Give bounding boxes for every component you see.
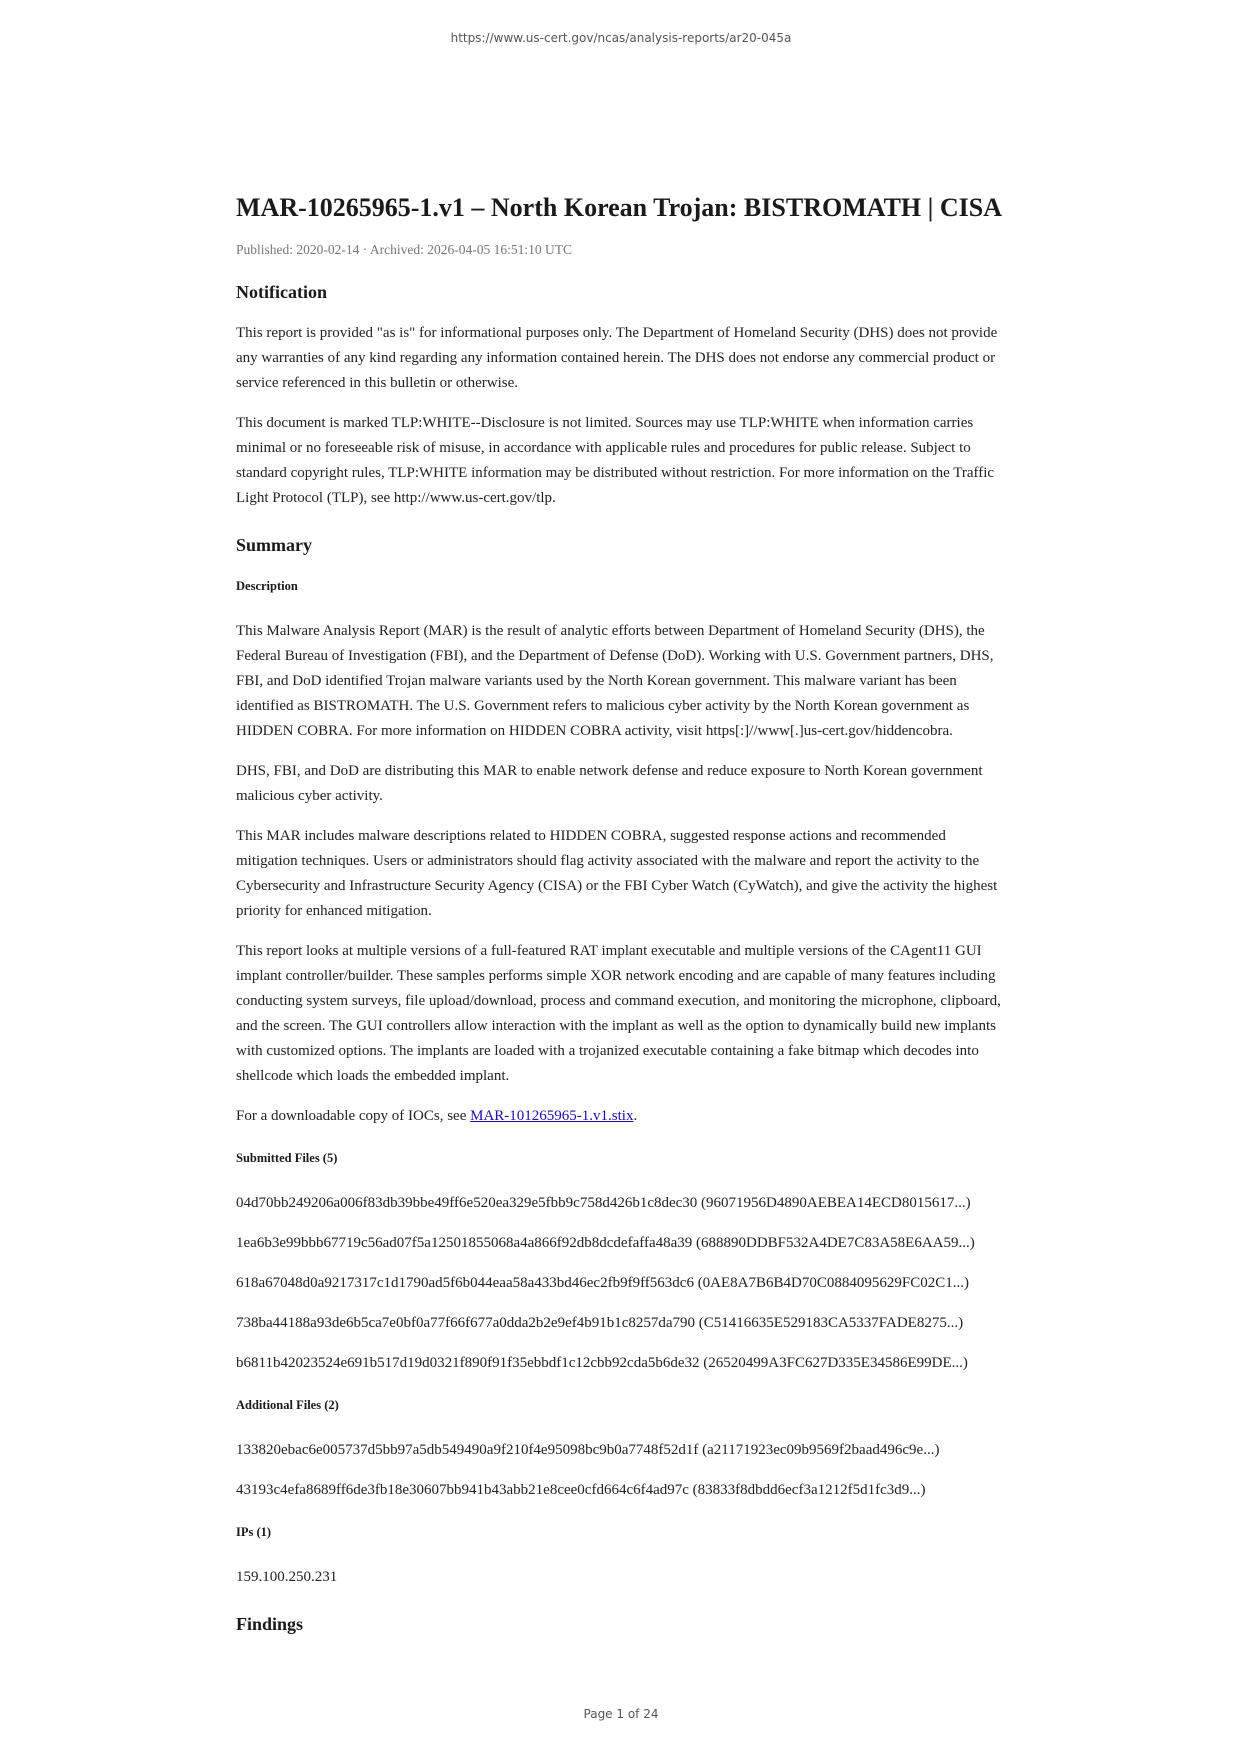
submitted-file-item: 738ba44188a93de6b5ca7e0bf0a77f66f677a0dda2b2e9ef4b91b1c8257da790 (C51416635E529183CA5337FADE8275...) [236,1315,964,1331]
page-title: MAR-10265965-1.v1 – North Korean Trojan: BISTROMATH | CISA [236,193,1002,222]
ioc-prefix: For a downloadable copy of IOCs, see [236,1108,471,1124]
submitted-file-item: 618a67048d0a9217317c1d1790ad5f6b044eaa58a433bd46ec2fb9f9ff563dc6 (0AE8A7B6B4D70C0884095629FC02C1...) [236,1275,969,1291]
notification-heading: Notification [236,282,327,302]
ioc-stix-link[interactable]: MAR-101265965-1.v1.stix [470,1108,634,1124]
submitted-file-item: 1ea6b3e99bbb67719c56ad07f5a12501855068a4a866f92db8dcdefaffa48a39 (688890DDBF532A4DE7C83A58E6AA59...) [236,1235,975,1251]
summary-paragraph: This Malware Analysis Report (MAR) is the result of analytic efforts between Department of Homeland Security (DHS), the Federal Bureau of Investigation (FBI), and the Department of Defense (DoD). Working with U.S. Government partners, DHS, FBI, and DoD identified Trojan malware variants used by the North Korean government. This malware variant has been identified as BISTROMATH. The U.S. Government refers to malicious cyber activity by the North Korean government as HIDDEN COBRA. For more information on HIDDEN COBRA activity, visit https[:]//www[.]us-cert.gov/hiddencobra. [236,623,994,739]
description-heading: Description [236,579,298,593]
summary-paragraph: DHS, FBI, and DoD are distributing this MAR to enable network defense and reduce exposure to North Korean government malicious cyber activity. [236,763,983,804]
notification-paragraph: This report is provided "as is" for informational purposes only. The Department of Homeland Security (DHS) does not provide any warranties of any kind regarding any information contained herein. The DHS does not endorse any commercial product or service referenced in this bulletin or otherwise. [236,325,998,391]
additional-file-item: 133820ebac6e005737d5bb97a5db549490a9f210f4e95098bc9b0a7748f52d1f (a21171923ec09b9569f2baad496c9e...) [236,1442,940,1458]
ips-heading: IPs (1) [236,1525,272,1539]
submitted-file-item: b6811b42023524e691b517d19d0321f890f91f35ebbdf1c12cbb92cda5b6de32 (26520499A3FC627D335E34586E99DE...) [236,1355,968,1371]
ioc-suffix: . [633,1108,638,1124]
submitted-file-item: 04d70bb249206a006f83db39bbe49ff6e520ea329e5fbb9c758d426b1c8dec30 (96071956D4890AEBEA14ECD8015617...) [236,1195,971,1211]
ip-item: 159.100.250.231 [236,1569,338,1585]
page-number: Page 1 of 24 [583,1707,659,1721]
ioc-paragraph [236,1104,1006,1129]
publish-meta: Published: 2020-02-14 · Archived: 2026-04-05 16:51:10 UTC [236,242,572,257]
additional-file-item: 43193c4efa8689ff6de3fb18e30607bb941b43abb21e8cee0cfd664c6f4ad97c (83833f8dbdd6ecf3a1212f5d1fc3d9...) [236,1482,926,1498]
summary-heading: Summary [236,535,312,555]
additional-files-heading: Additional Files (2) [236,1398,339,1412]
summary-paragraph: This report looks at multiple versions of a full-featured RAT implant executable and multiple versions of the CAgent11 GUI implant controller/builder. These samples performs simple XOR network encoding and are capable of many features including conducting system surveys, file upload/download, process and command execution, and monitoring the microphone, clipboard, and the screen. The GUI controllers allow interaction with the implant as well as the option to dynamically build new implants with customized options. The implants are loaded with a trojanized executable containing a fake bitmap which decodes into shellcode which loads the embedded implant. [236,943,1001,1084]
findings-heading: Findings [236,1614,304,1634]
notification-paragraph: This document is marked TLP:WHITE--Disclosure is not limited. Sources may use TLP:WHITE when information carries minimal or no foreseeable risk of misuse, in accordance with applicable rules and procedures for public release. Subject to standard copyright rules, TLP:WHITE information may be distributed without restriction. For more information on the Traffic Light Protocol (TLP), see http://www.us-cert.gov/tlp. [236,415,995,506]
submitted-files-heading: Submitted Files (5) [236,1151,338,1165]
summary-paragraph: This MAR includes malware descriptions related to HIDDEN COBRA, suggested response actions and recommended mitigation techniques. Users or administrators should flag activity associated with the malware and report the activity to the Cybersecurity and Infrastructure Security Agency (CISA) or the FBI Cyber Watch (CyWatch), and give the activity the highest priority for enhanced mitigation. [236,828,998,919]
document-body [236,192,1006,1636]
page-url-header: https://www.us-cert.gov/ncas/analysis-reports/ar20-045a [450,31,792,45]
